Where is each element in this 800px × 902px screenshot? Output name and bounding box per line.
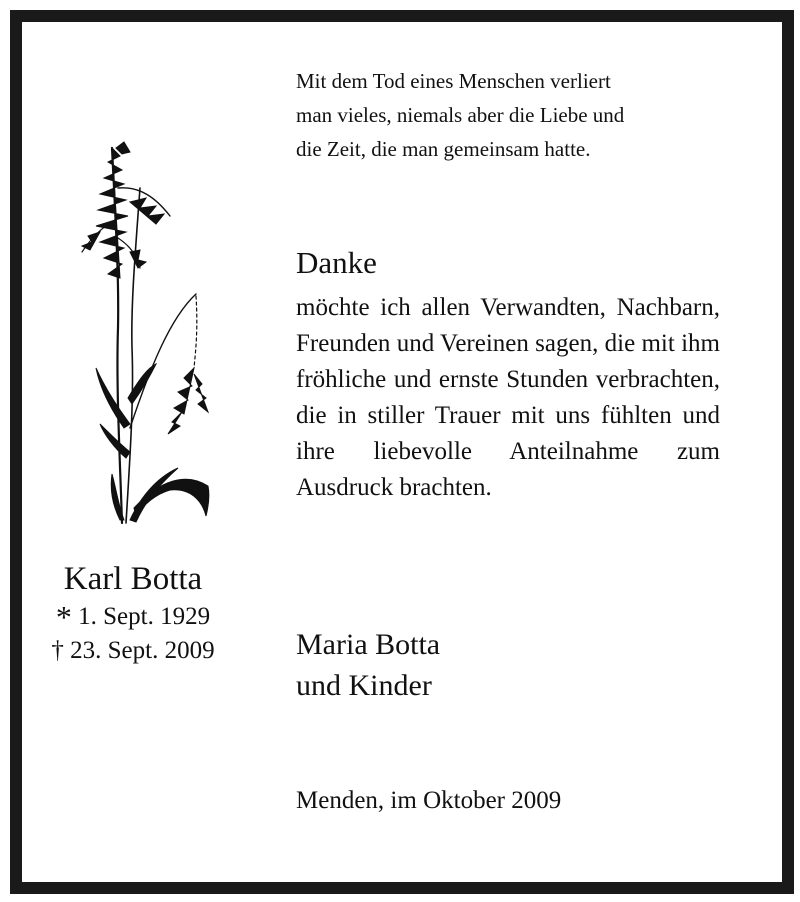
memorial-quote xyxy=(296,64,726,166)
thanks-heading: Danke xyxy=(296,245,377,280)
birth-date: 1. Sept. 1929 xyxy=(78,603,211,630)
birth-symbol: * xyxy=(55,599,72,635)
death-line xyxy=(12,634,254,668)
death-date: 23. Sept. 2009 xyxy=(70,637,215,664)
signature xyxy=(296,624,440,706)
quote-line: Mit dem Tod eines Menschen verliert xyxy=(296,69,611,93)
quote-line: man vieles, niemals aber die Liebe und xyxy=(296,103,625,127)
signature-line: und Kinder xyxy=(296,669,432,702)
thanks-text: möchte ich allen Verwandten, Nachbarn, Freunden und Vereinen sagen, die mit ihm fröhliche und ernste Stunden verbrachten, die in stiller Trauer mit uns fühlten und ihre liebevolle Anteilnahme zum Ausdruck brachten. xyxy=(296,294,720,501)
deceased-block xyxy=(12,558,254,668)
death-symbol: † xyxy=(51,637,64,664)
place-date: Menden, im Oktober 2009 xyxy=(296,787,562,814)
deceased-name: Karl Botta xyxy=(63,561,203,597)
grass-stalk-icon xyxy=(60,128,220,528)
quote-line: die Zeit, die man gemeinsam hatte. xyxy=(296,137,591,161)
signature-line: Maria Botta xyxy=(296,628,441,661)
birth-line xyxy=(12,600,254,634)
